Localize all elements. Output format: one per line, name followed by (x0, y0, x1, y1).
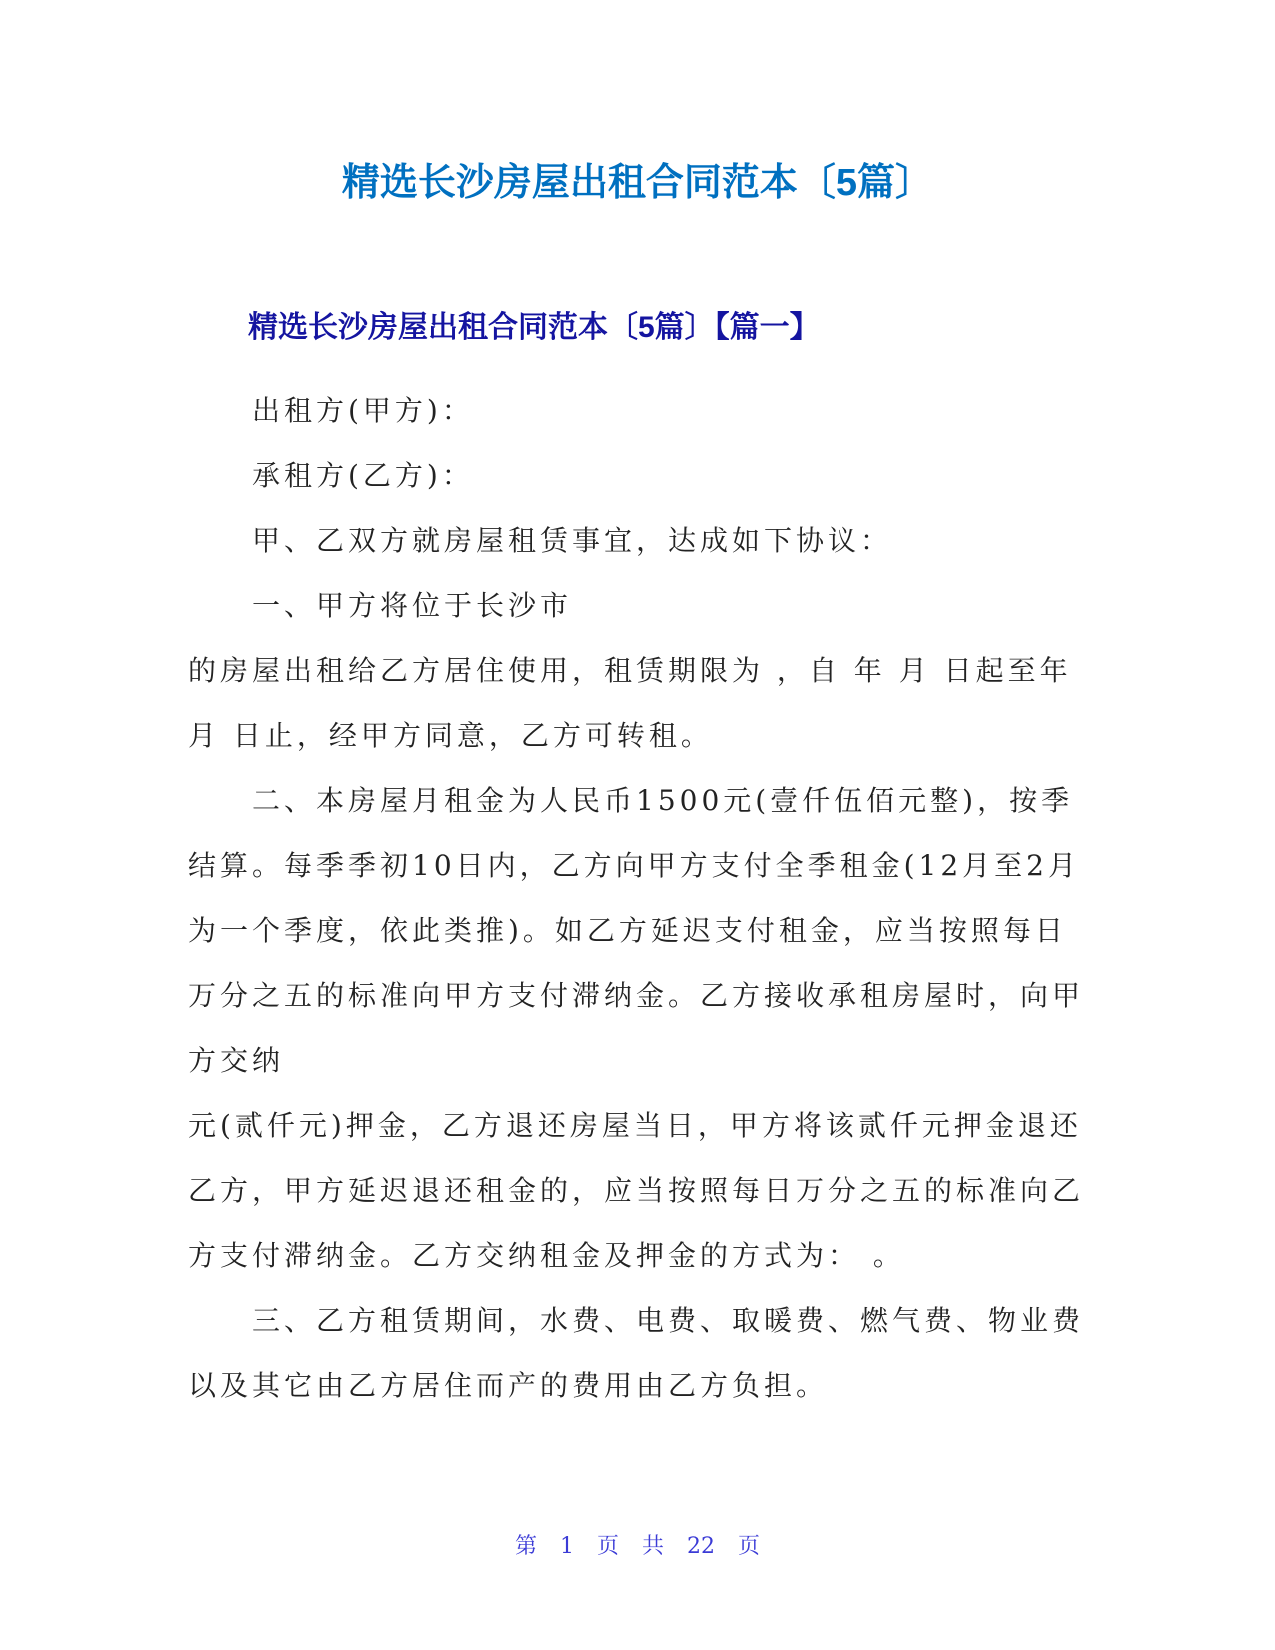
paragraph-lessee: 承租方(乙方)： (252, 459, 474, 492)
footer-total-label: 共 (642, 1534, 665, 1559)
paragraph-clause-2-cont: 元(贰仟元)押金，乙方退还房屋当日，甲方将该贰仟元押金退还乙方，甲方延迟退还租金的，应当按照每日万分之五的标准向乙方支付滞纳金。乙方交纳租金及押金的方式为： 。 (188, 1109, 1085, 1272)
footer-page-label: 第 (514, 1534, 537, 1559)
paragraph-clause-3: 三、乙方租赁期间，水费、电费、取暖费、燃气费、物业费以及其它由乙方居住而产的费用由乙方负担。 (188, 1304, 1085, 1402)
footer-page-word-end: 页 (738, 1534, 761, 1559)
paragraph-clause-1-start: 一、甲方将位于长沙市 (252, 589, 573, 622)
paragraph-lessor: 出租方(甲方)： (252, 394, 474, 427)
page-footer (0, 1532, 1275, 1562)
document-title: 精选长沙房屋出租合同范本〔5篇〕 (341, 162, 934, 204)
footer-current-page: 1 (559, 1534, 574, 1559)
paragraph-agreement-intro: 甲、乙双方就房屋租赁事宜，达成如下协议： (252, 524, 893, 557)
paragraph-clause-1-cont: 的房屋出租给乙方居住使用，租赁期限为 ，自 年 月 日起至年 月 日止，经甲方同意，乙方可转租。 (188, 654, 1072, 752)
section-heading: 精选长沙房屋出租合同范本〔5篇〕【篇一】 (248, 311, 820, 344)
contract-body (188, 378, 1088, 1418)
paragraph-clause-2: 二、本房屋月租金为人民币1500元(壹仟伍佰元整)，按季结算。每季季初10日内，乙方向甲方支付全季租金(12月至2月为一个季度，依此类推)。如乙方延迟支付租金，应当按照每日万分之五的标准向甲方支付滞纳金。乙方接收承租房屋时，向甲方交纳 (188, 784, 1085, 1077)
footer-page-word: 页 (596, 1534, 619, 1559)
footer-total-pages: 22 (687, 1534, 716, 1559)
